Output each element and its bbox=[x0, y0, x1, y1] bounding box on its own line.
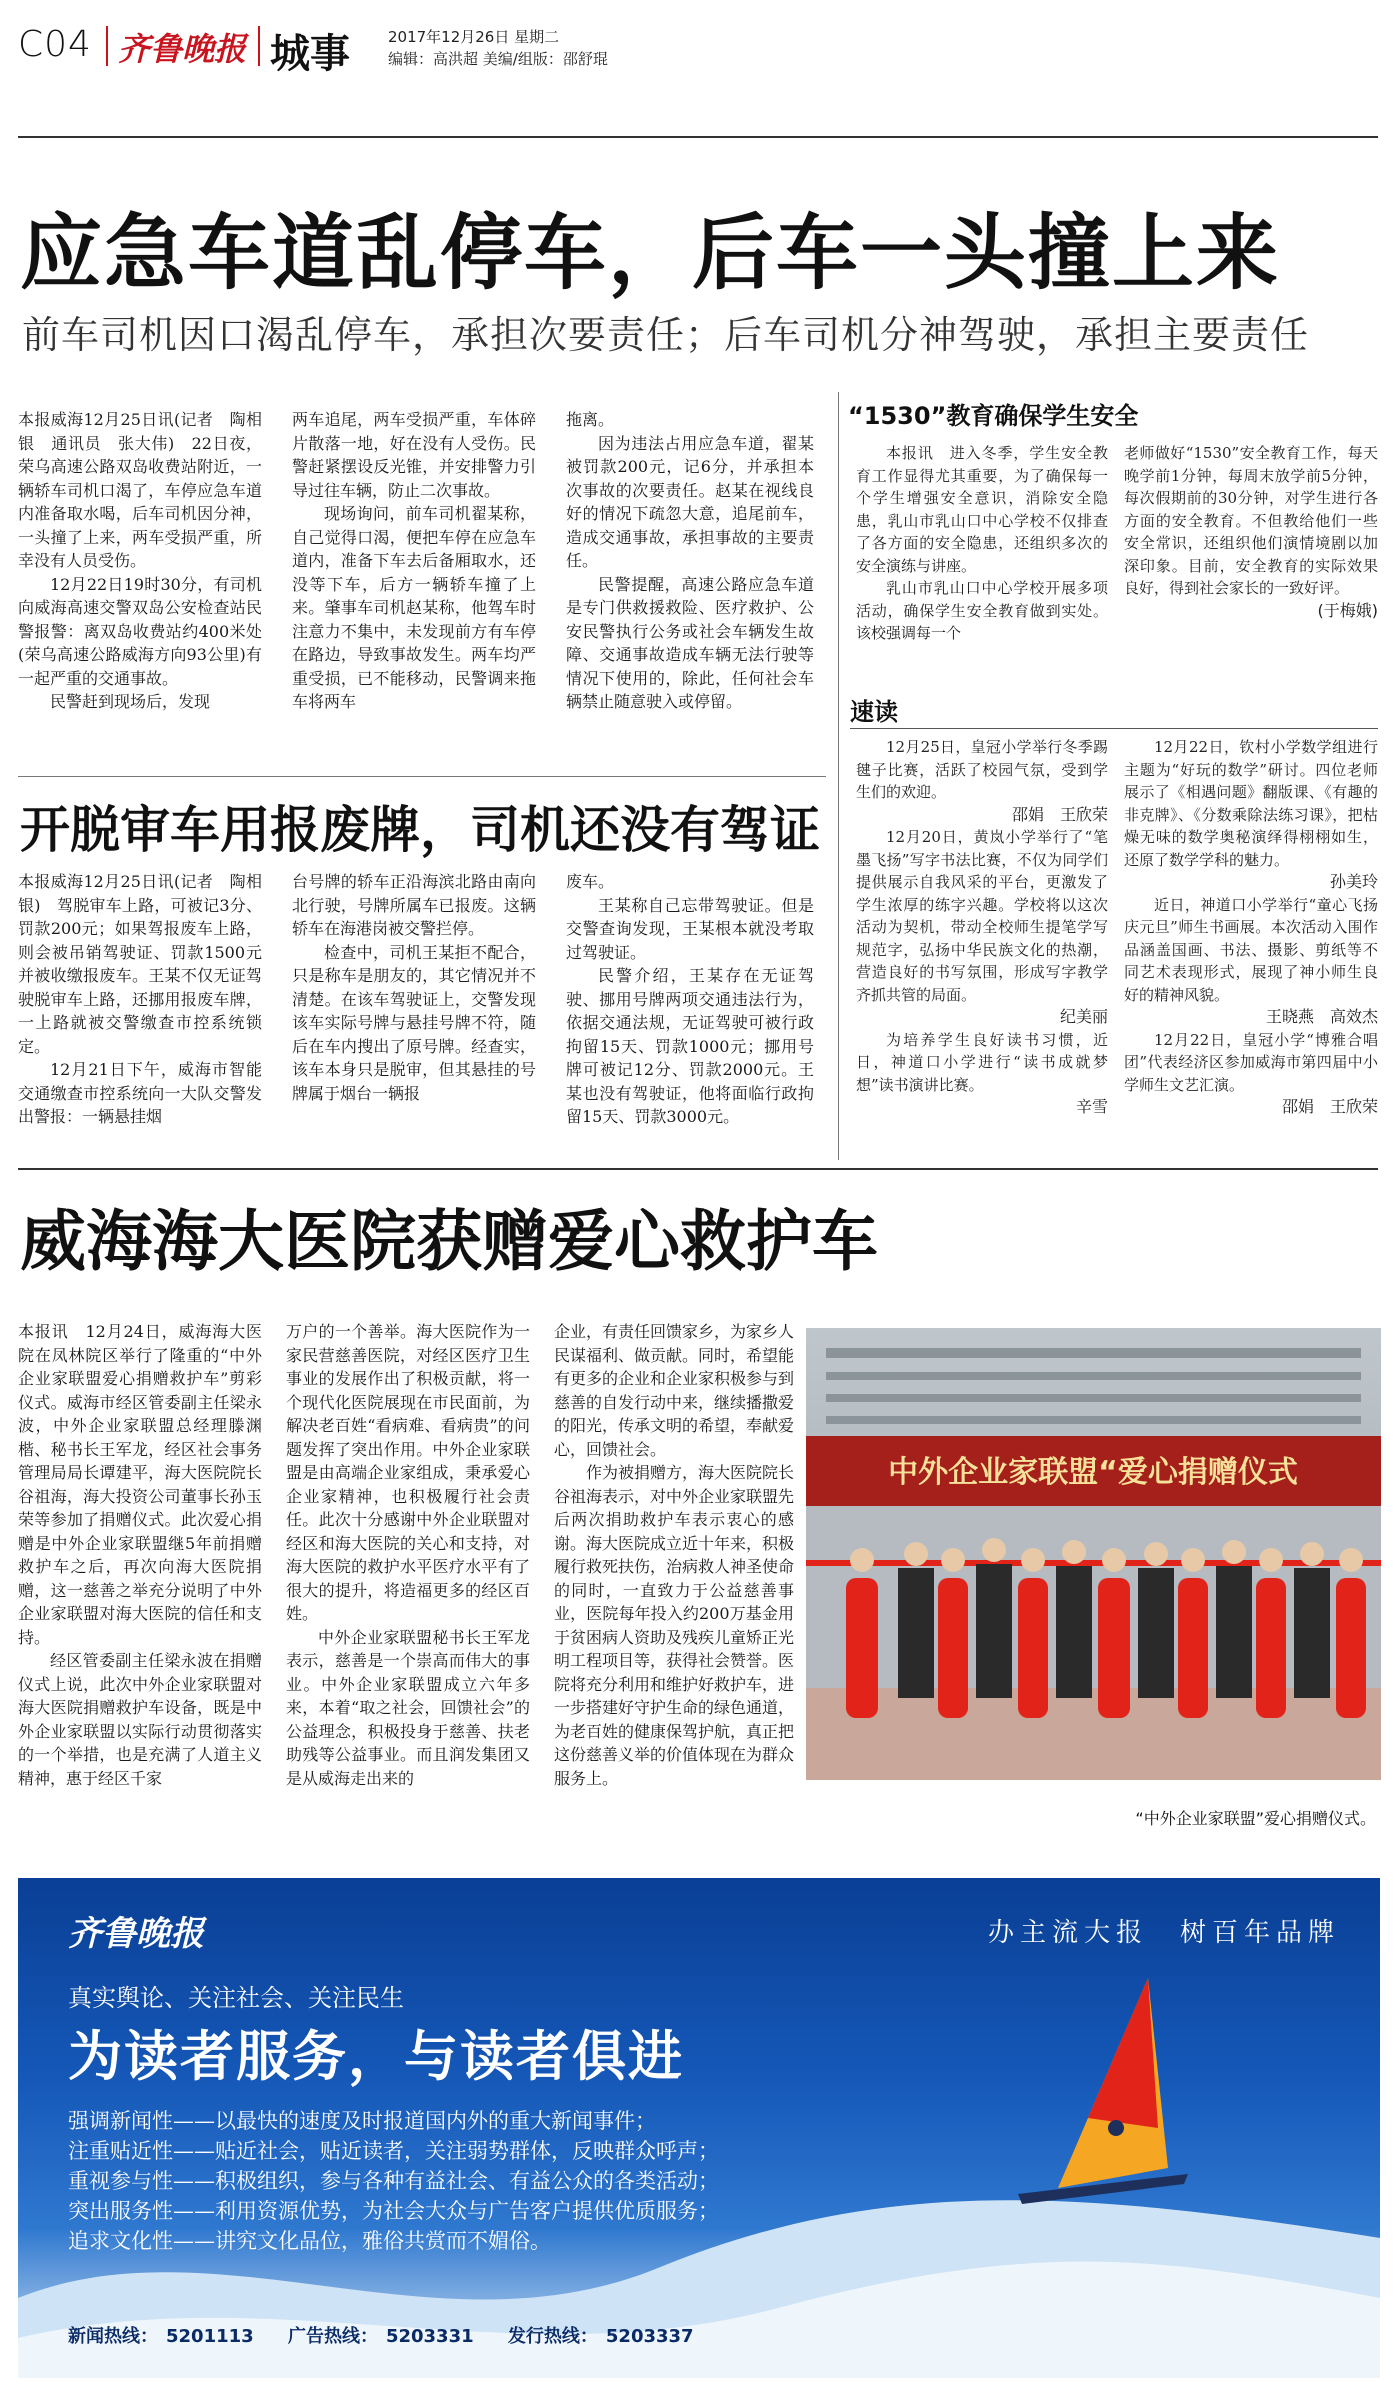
news-item: 12月22日，皇冠小学“博雅合唱团”代表经济区参加威海市第四届中小学师生文艺汇演。 bbox=[1124, 1030, 1378, 1094]
byline: (于梅娥) bbox=[1317, 600, 1378, 620]
byline: 辛雪 bbox=[1075, 1097, 1108, 1116]
news-item: 12月20日，黄岚小学举行了“笔墨飞扬”写字书法比赛，不仅为同学们提供展示自我风采的平台，更激发了学生浓厚的练字兴趣。学校将以这次活动为契机，带动全校师生提笔学写规范字，弘扬中华民族文化的热潮，营造良好的书写氛围，形成写字教学齐抓共管的局面。 bbox=[856, 828, 1108, 1004]
divider bbox=[106, 26, 108, 66]
box-column-1 bbox=[856, 442, 1108, 645]
quick-read-column-2 bbox=[1124, 736, 1378, 1119]
paragraph: 检查中，司机王某拒不配合，只是称车是朋友的，其它情况并不清楚。在该车驾驶证上，交警发现该车实际号牌与悬挂号牌不符，随后在车内搜出了原号牌。经查实，该车本身只是脱审，但其悬挂的号牌属于烟台一辆报 bbox=[292, 942, 536, 1103]
ceremony-illustration bbox=[806, 1328, 1381, 1780]
news-item: 12月25日，皇冠小学举行冬季踢毽子比赛，活跃了校园气氛，受到学生们的欢迎。 bbox=[856, 738, 1108, 801]
hotline-distribution-label: 发行热线： bbox=[507, 2326, 598, 2347]
quick-read-title: 速读 bbox=[850, 698, 898, 726]
issue-date: 2017年12月26日 星期二 bbox=[388, 28, 560, 46]
ad-feature-item: 突出服务性——利用资源优势，为社会大众与广告客户提供优质服务； bbox=[68, 2199, 719, 2223]
story2-column-3 bbox=[566, 870, 814, 1129]
divider bbox=[18, 1168, 1378, 1170]
story2-column-2 bbox=[292, 870, 536, 1105]
story3-column-2 bbox=[286, 1320, 530, 1790]
news-item: 为培养学生良好读书习惯，近日，神道口小学进行“读书成就梦想”读书演讲比赛。 bbox=[856, 1030, 1108, 1094]
paragraph: 经区管委副主任梁永波在捐赠仪式上说，此次中外企业家联盟对海大医院捐赠救护车设备，既是中外企业家联盟以实际行动贯彻落实的一个举措，也是充满了人道主义精神，惠于经区千家 bbox=[18, 1651, 262, 1788]
story1-column-2 bbox=[292, 408, 536, 714]
news-item: 近日，神道口小学举行“童心飞扬庆元旦”师生书画展。本次活动入围作品涵盖国画、书法、摄影、剪纸等不同艺术表现形式，展现了神小师生良好的精神风貌。 bbox=[1124, 895, 1378, 1004]
hotline-distribution-number: 5203337 bbox=[605, 2326, 694, 2347]
story2-headline: 开脱审车用报废牌，司机还没有驾证 bbox=[20, 801, 820, 859]
paragraph: 两车追尾，两车受损严重，车体碎片散落一地，好在没有人受伤。民警赶紧摆设反光锥，并安排警力引导过往车辆，防止二次事故。 bbox=[292, 410, 536, 500]
paragraph: 企业，有责任回馈家乡，为家乡人民谋福利、做贡献。同时，希望能有更多的企业和企业家积极参与到慈善的自发行动中来，继续播撒爱的阳光，传承文明的希望，奉献爱心，回馈社会。 bbox=[554, 1322, 795, 1459]
byline: 邵娟 王欣荣 bbox=[1281, 1097, 1378, 1116]
story3-headline: 威海海大医院获赠爱心救护车 bbox=[20, 1203, 878, 1280]
story3-column-1 bbox=[18, 1320, 262, 1790]
ad-main-slogan: 为读者服务，与读者俱进 bbox=[68, 2024, 684, 2088]
banner-text: 中外企业家联盟“爱心捐赠仪式 bbox=[888, 1455, 1298, 1490]
paragraph: 本报讯 进入冬季，学生安全教育工作显得尤其重要，为了确保每一个学生增强安全意识，消除安全隐患，乳山市乳山口中心学校不仅排查了各方面的安全隐患，还组织多次的安全演练与讲座。 bbox=[856, 444, 1108, 575]
column-divider bbox=[838, 392, 839, 1160]
divider bbox=[850, 728, 1378, 729]
masthead bbox=[18, 20, 1378, 80]
windsurfer-icon bbox=[998, 1968, 1198, 2208]
story1-column-1 bbox=[18, 408, 262, 714]
ad-logo: 齐鲁晚报 bbox=[68, 1914, 204, 1954]
ad-feature-list bbox=[68, 2106, 719, 2256]
hotline-news-label: 新闻热线： bbox=[68, 2326, 158, 2347]
paragraph: 王某称自己忘带驾驶证。但是交警查询发现，王某根本就没考取过驾驶证。 bbox=[566, 895, 814, 962]
photo-caption: “中外企业家联盟”爱心捐赠仪式。 bbox=[1135, 1809, 1376, 1828]
ad-slogan: 办主流大报 树百年品牌 bbox=[987, 1918, 1340, 1948]
byline: 孙美玲 bbox=[1329, 872, 1378, 891]
divider bbox=[18, 776, 826, 777]
paragraph: 本报威海12月25日讯(记者 陶相银 通讯员 张大伟) 22日夜，荣乌高速公路双岛收费站附近，一辆轿车司机口渴了，车停应急车道内准备取水喝，后车司机因分神，一头撞了上来，两车受损严重，所幸没有人员受伤。 bbox=[18, 410, 262, 570]
hotlines bbox=[68, 2322, 702, 2348]
paragraph: 废车。 bbox=[566, 872, 615, 891]
divider bbox=[258, 26, 260, 66]
paragraph: 本报讯 12月24日，威海海大医院在凤林院区举行了隆重的“中外企业家联盟爱心捐赠救护车”剪彩仪式。威海市经区管委副主任梁永波，中外企业家联盟总经理滕渊楷、秘书长王军龙，经区社会事务管理局局长谭建平，海大医院院长谷祖海，海大投资公司董事长孙玉荣等参加了捐赠仪式。此次爱心捐赠是中外企业家联盟继5年前捐赠救护车之后，再次向海大医院捐赠，这一慈善之举充分说明了中外企业家联盟对海大医院的信任和支持。 bbox=[18, 1322, 262, 1647]
paragraph: 12月22日19时30分，有司机向威海高速交警双岛公安检查站民警报警：离双岛收费站约400米处(荣乌高速公路威海方向93公里)有一起严重的交通事故。 bbox=[18, 574, 262, 688]
section-title: 城事 bbox=[270, 30, 350, 77]
ad-feature-item: 重视参与性——积极组织，参与各种有益社会、有益公众的各类活动； bbox=[68, 2169, 719, 2193]
story1-column-3 bbox=[566, 408, 814, 714]
paragraph: 乳山市乳山口中心学校开展多项活动，确保学生安全教育做到实处。该校强调每一个 bbox=[856, 579, 1108, 642]
paragraph: 12月21日下午，威海市智能交通缴查市控系统向一大队交警发出警报：一辆悬挂烟 bbox=[18, 1060, 262, 1126]
hotline-ad-label: 广告热线： bbox=[287, 2326, 378, 2347]
ad-feature-item: 追求文化性——讲究文化品位，雅俗共赏而不媚俗。 bbox=[68, 2229, 551, 2253]
box-title: “1530”教育确保学生安全 bbox=[848, 402, 1139, 430]
paragraph: 万户的一个善举。海大医院作为一家民营慈善医院，对经区医疗卫生事业的发展作出了积极贡献，将一个现代化医院展现在市民面前，为解决老百姓“看病难、看病贵”的问题发挥了突出作用。中外企业家联盟是由高端企业家组成，秉承爱心企业家精神，也积极履行社会责任。此次十分感谢中外企业联盟对经区和海大医院的关心和支持，对海大医院的救护水平医疗水平有了很大的提升，将造福更多的经区百姓。 bbox=[286, 1322, 530, 1623]
ad-tagline: 真实舆论、关注社会、关注民生 bbox=[68, 1984, 404, 2012]
hotline-ad-number: 5203331 bbox=[385, 2326, 474, 2347]
paragraph: 民警提醒，高速公路应急车道是专门供救援救险、医疗救护、公安民警执行公务或社会车辆发生故障、交通事故造成车辆无法行驶等情况下使用的，除此，任何社会车辆禁止随意驶入或停留。 bbox=[566, 574, 814, 711]
editor-credits: 编辑：高洪超 美编/组版：邵舒琨 bbox=[388, 50, 608, 68]
paragraph: 老师做好“1530”安全教育工作，每天晚学前1分钟，每周末放学前5分钟，每次假期前的30分钟，对学生进行各方面的安全教育。不但教给他们一些安全常识，还组织他们演情境剧以加深印象。目前，安全教育的实际效果良好，得到社会家长的一致好评。 bbox=[1124, 444, 1378, 597]
newspaper-logo: 齐鲁晚报 bbox=[118, 30, 247, 68]
paragraph: 现场询问，前车司机翟某称，自己觉得口渴，便把车停在应急车道内，准备下车去后备厢取水，还没等下车，后方一辆轿车撞了上来。肇事车司机赵某称，他驾车时注意力不集中，未发现前方有车停在路边，导致事故发生。两车均严重受损，已不能移动，民警调来拖车将两车 bbox=[292, 504, 536, 711]
news-item: 12月22日，钦村小学数学组进行主题为“好玩的数学”研讨。四位老师展示了《相遇问题》翻版课、《有趣的非克牌》、《分数乘除法练习课》，把枯燥无味的数学奥秘演绎得栩栩如生，还原了数学学科的魅力。 bbox=[1124, 738, 1378, 869]
newspaper-advertisement bbox=[18, 1878, 1380, 2378]
byline: 邵娟 王欣荣 bbox=[1011, 804, 1108, 824]
hotline-news-number: 5201113 bbox=[166, 2326, 254, 2347]
paragraph: 民警介绍，王某存在无证驾驶、挪用号牌两项交通违法行为，依据交通法规，无证驾驶可被行政拘留15天、罚款1000元；挪用号牌可被记12分、罚款2000元。王某也没有驾驶证，他将面临行政拘留15天、罚款3000元。 bbox=[566, 966, 814, 1126]
story1-subhead: 前车司机因口渴乱停车，承担次要责任；后车司机分神驾驶，承担主要责任 bbox=[22, 313, 1310, 357]
page-number: C04 bbox=[18, 24, 92, 65]
story3-column-3 bbox=[554, 1320, 794, 1790]
paragraph: 民警赶到现场后，发现 bbox=[50, 692, 211, 711]
story1-headline: 应急车道乱停车，后车一头撞上来 bbox=[20, 206, 1281, 301]
quick-read-column-1 bbox=[856, 736, 1108, 1119]
ad-feature-item: 强调新闻性——以最快的速度及时报道国内外的重大新闻事件； bbox=[68, 2109, 656, 2133]
paragraph: 拖离。 bbox=[566, 410, 615, 429]
ad-feature-item: 注重贴近性——贴近社会，贴近读者，关注弱势群体，反映群众呼声； bbox=[68, 2139, 719, 2163]
top-rule bbox=[18, 136, 1378, 138]
paragraph: 本报威海12月25日讯(记者 陶相银) 驾脱审车上路，可被记3分、罚款200元；如果驾报废车上路，则会被吊销驾驶证、罚款1500元并被收缴报废车。王某不仅无证驾驶脱审车上路，还挪用报废车牌，一上路就被交警缴查市控系统锁定。 bbox=[18, 872, 262, 1056]
byline: 纪美丽 bbox=[1059, 1007, 1108, 1026]
ceremony-photo bbox=[806, 1328, 1381, 1780]
paragraph: 中外企业家联盟秘书长王军龙表示，慈善是一个崇高而伟大的事业。中外企业家联盟成立六年多来，本着“取之社会，回馈社会”的公益理念，积极投身于慈善、扶老助残等公益事业。而且润发集团又是从威海走出来的 bbox=[286, 1627, 530, 1788]
paragraph: 因为违法占用应急车道，翟某被罚款200元，记6分，并承担本次事故的次要责任。赵某在视线良好的情况下疏忽大意，追尾前车，造成交通事故，承担事故的主要责任。 bbox=[566, 433, 814, 570]
paragraph: 作为被捐赠方，海大医院院长谷祖海表示，对中外企业家联盟先后两次捐助救护车表示衷心的感谢。海大医院成立近十年来，积极履行救死扶伤，治病救人神圣使命的同时，一直致力于公益慈善事业，医院每年投入约200万基金用于贫困病人资助及残疾儿童矫正光明工程项目等，获得社会赞誉。医院将充分利用和维护好救护车，进一步搭建好守护生命的绿色通道，为老百姓的健康保驾护航，真正把这份慈善义举的价值体现在为群众服务上。 bbox=[554, 1463, 795, 1788]
paragraph: 台号牌的轿车正沿海滨北路由南向北行驶，号牌所属车已报废。这辆轿车在海港岗被交警拦停。 bbox=[292, 872, 536, 938]
box-column-2 bbox=[1124, 442, 1378, 622]
story2-column-1 bbox=[18, 870, 262, 1129]
byline: 王晓燕 高效杰 bbox=[1265, 1007, 1378, 1026]
